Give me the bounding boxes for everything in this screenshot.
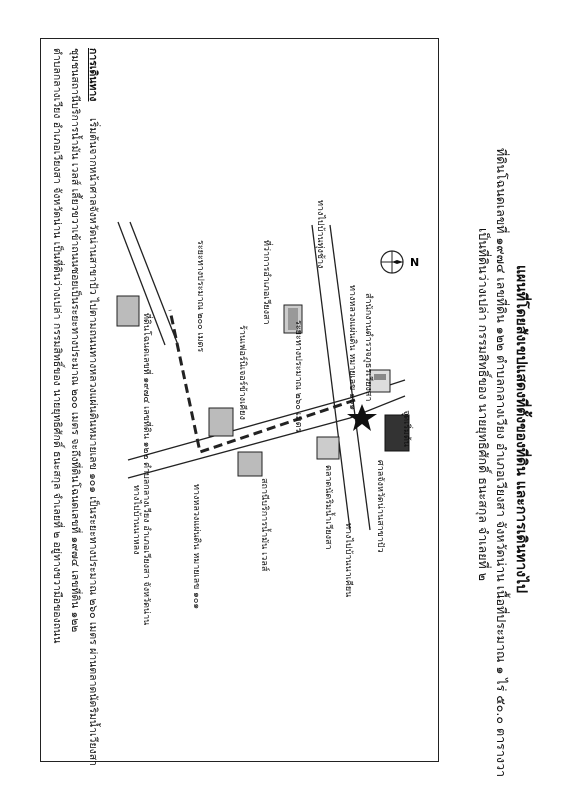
highway-101-road: [312, 225, 373, 530]
directions-line-3: ตำบลกลางเวียง อำเภอเวียงสา จังหวัดน่าน เป็นที่ดินว่างเปล่า กรรมสิทธิ์ของ นายยุทธิศักดิ์ ธนะสกุล จำเลยที่ ๒ อยู่ทางขวามือของถนน: [51, 48, 63, 644]
label-to-ban-nalong: ทางไปบ้านนาหลง: [131, 485, 141, 555]
label-to-ban-thung: ทางไปบ้านทุ่งช้าง: [315, 200, 325, 269]
north-arrow-icon: [381, 251, 403, 273]
label-hwy-bottom: ทางหลวงแผ่นดิน หมายเลข ๑๐๑: [191, 484, 201, 610]
label-start: จุดเริ่มต้น: [401, 410, 411, 447]
label-court: ศาลจังหวัดน่านสาขาปัว: [375, 460, 385, 553]
label-land: ที่ดินโฉนดเลขที่ ๑๙๗๔ เลขที่ดิน ๑๒๒ ตำบลกลางเวียง อำเภอเวียงสา จังหวัดน่าน: [141, 313, 151, 626]
police-station-icon: [370, 370, 390, 392]
label-dist-200: ระยะทางประมาณ ๒๐๐ เมตร: [195, 240, 205, 353]
directions-heading: การเดินทาง: [87, 48, 99, 102]
label-nearby: ร้านเฟอร์นิเจอร์ข้างเคียง: [237, 325, 247, 420]
market-icon: [317, 437, 339, 459]
label-to-ban-nakhuan: ทางไปบ้านนาเคียน: [343, 523, 353, 598]
land-description: ที่ดินโฉนดเลขที่ ๑๙๗๔ เลขที่ดิน ๑๒๒ ตำบลกลางเวียง อำเภอเวียงสา จังหวัดน่าน เนื้อที่ประมาณ ๑ ไร่ ๕๐.๐ ตารางวา: [494, 148, 509, 778]
gas-station-icon: [238, 452, 262, 476]
label-gas: สถานีบริการน้ำมัน เวลส์: [259, 478, 269, 572]
directions-line-2: ชุมชนสถานีบริการน้ำมัน เวลส์ เลี้ยวขวาเข้าถนนซอยเป็นระยะทางประมาณ ๒๐๐ เมตร จะถึงที่ดินโฉนดเลขที่ ๑๙๗๔ เลขที่ดิน ๑๒๒: [69, 48, 81, 633]
label-dist-260: ระยะทางประมาณ ๒๖๐ เมตร: [293, 320, 303, 433]
land-plot-icon: [117, 296, 139, 326]
page-title: แผนที่โดยสังเขปแสดงที่ตั้งของที่ดิน และการเดินทางไป: [513, 265, 529, 593]
label-police: สำนักงานตำรวจภูธรเวียงสา: [363, 293, 373, 402]
label-district: ที่ว่าการอำเภอเวียงสา: [261, 240, 271, 325]
label-market: ตลาดนัดริมน้ำเวียงสา: [323, 465, 333, 550]
land-owner-line: เป็นที่ดินว่างเปล่า กรรมสิทธิ์ของ นายยุทธิศักดิ์ ธนะสกุล จำเลยที่ ๒: [476, 228, 491, 581]
label-hwy-top: ทางหลวงแผ่นดิน หมายเลข ๑๐๑: [347, 285, 357, 411]
directions-line-1: เริ่มต้นจากหน้าศาลจังหวัดน่านสาขาปัว ไปตามถนนทางหลวงแผ่นดินหมายเลข ๑๐๑ เป็นระยะทางประมาณ ๒๖๐ เมตร ผ่านตลาดนัดริมน้ำเวียงสา: [87, 118, 99, 767]
furniture-shop-icon: [209, 408, 233, 436]
north-label: N: [410, 256, 420, 269]
